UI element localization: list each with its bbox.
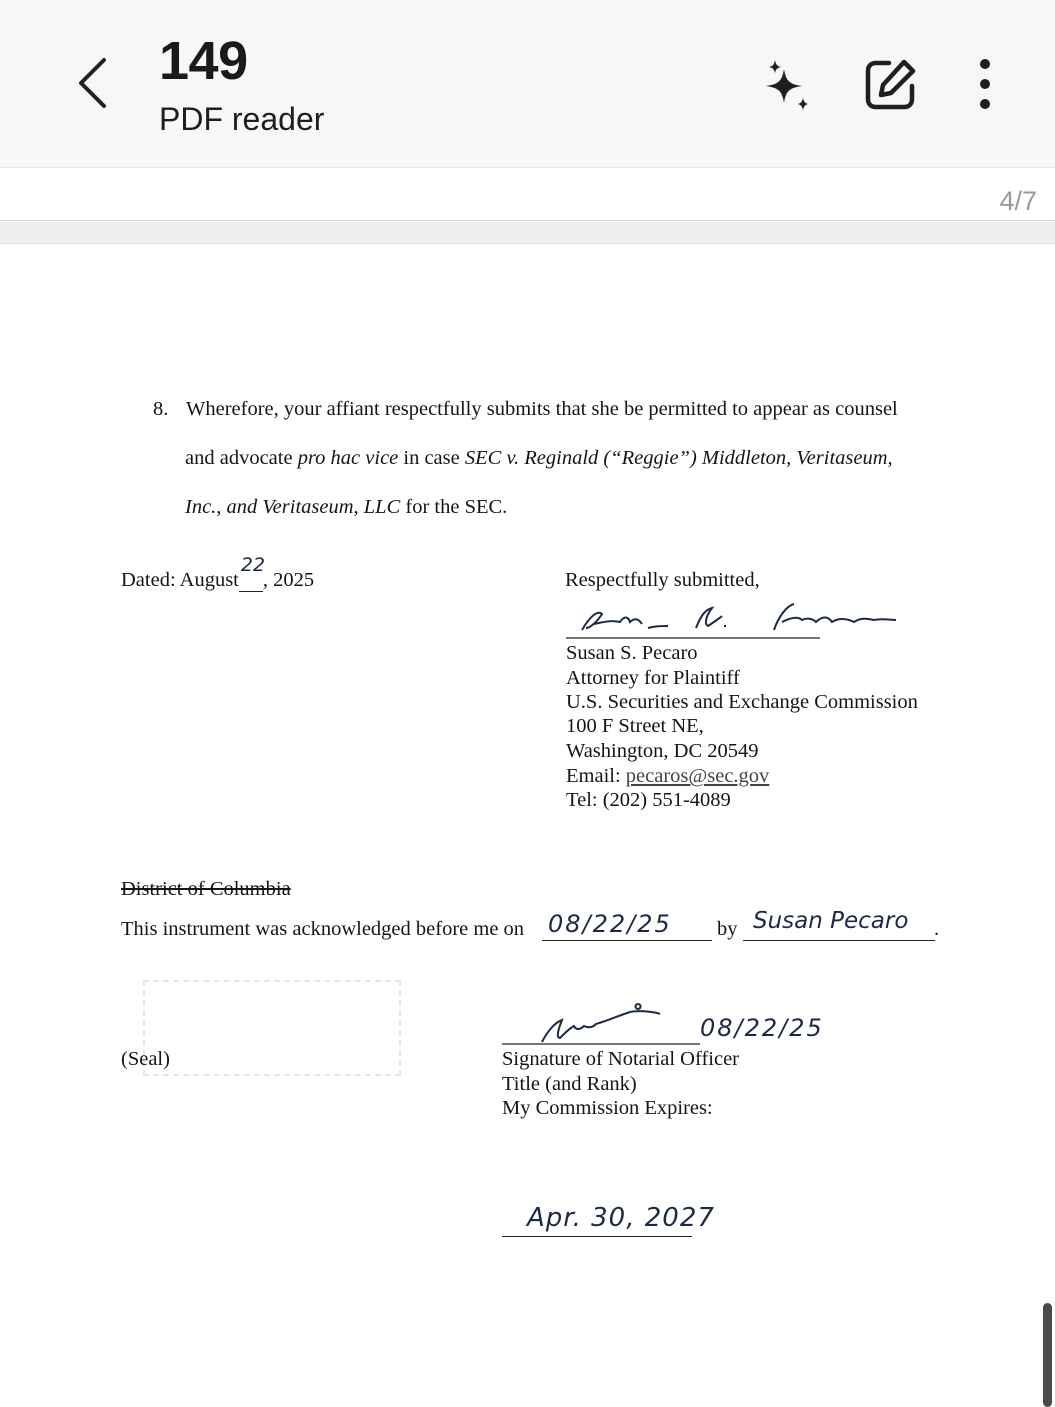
edit-button[interactable]	[860, 55, 920, 115]
handwritten-ack-name: Susan Pecaro	[753, 908, 909, 934]
case-name-cont: Inc., and Veritaseum, LLC	[185, 496, 401, 518]
handwritten-expiry-date: Apr. 30, 2027	[527, 1203, 715, 1233]
document-title: 149	[159, 31, 248, 91]
expiry-blank	[502, 1236, 692, 1237]
signer-org: U.S. Securities and Exchange Commission	[566, 691, 918, 713]
ack-period: .	[934, 918, 940, 940]
edit-icon	[860, 55, 920, 115]
signer-name: Susan S. Pecaro	[566, 642, 698, 664]
more-vertical-icon	[962, 52, 1008, 116]
text-run: in case	[398, 447, 465, 469]
ack-by: by	[717, 918, 738, 940]
paragraph-number: 8.	[153, 398, 169, 420]
app-bar	[0, 0, 1055, 168]
notary-signature-label: Signature of Notarial Officer	[502, 1048, 739, 1070]
signer-city: Washington, DC 20549	[566, 740, 759, 762]
scrollbar-thumb[interactable]	[1043, 1303, 1052, 1407]
ack-date-blank	[542, 940, 712, 941]
case-name: SEC v. Reginald (“Reggie”) Middleton, Veritaseum,	[464, 447, 893, 469]
acknowledgement-text: This instrument was acknowledged before me on	[121, 918, 525, 940]
more-options-button[interactable]	[962, 52, 1008, 116]
handwritten-ack-date: 08/22/25	[548, 910, 672, 938]
dated-line	[121, 554, 315, 592]
previous-page-edge	[0, 169, 1055, 221]
sparkle-icon	[756, 55, 816, 115]
chevron-left-icon	[66, 50, 126, 116]
email-link[interactable]: pecaros@sec.gov	[625, 765, 770, 787]
page-indicator: 4/7	[999, 186, 1037, 216]
notary-seal	[143, 980, 401, 1076]
email-label: Email:	[566, 765, 626, 787]
handwritten-day: 22	[240, 554, 266, 576]
paragraph-line-2	[185, 448, 893, 469]
ack-name-blank	[743, 940, 935, 941]
notary-title-label: Title (and Rank)	[502, 1073, 637, 1095]
ai-assist-button[interactable]	[756, 55, 816, 115]
seal-label: (Seal)	[121, 1048, 170, 1070]
text-run: for the SEC.	[400, 496, 508, 518]
italic-run: pro hac vice	[297, 447, 399, 469]
back-button[interactable]	[66, 50, 126, 116]
text-run: and advocate	[185, 447, 298, 469]
email-line	[566, 766, 769, 787]
signer-role: Attorney for Plaintiff	[566, 667, 740, 689]
tel-line: Tel: (202) 551-4089	[566, 789, 731, 811]
attorney-signature	[564, 598, 904, 642]
dated-year: , 2025	[262, 569, 315, 591]
commission-expires-label: My Commission Expires:	[502, 1097, 713, 1119]
district-heading: District of Columbia	[121, 878, 291, 900]
signer-street: 100 F Street NE,	[566, 715, 704, 737]
app-subtitle: PDF reader	[159, 101, 325, 137]
paragraph-line-1: Wherefore, your affiant respectfully submits that she be permitted to appear as counsel	[186, 398, 898, 420]
respectfully-submitted: Respectfully submitted,	[565, 569, 760, 591]
dated-day-blank	[239, 554, 266, 592]
page-separator	[0, 222, 1055, 244]
dated-prefix: Dated: August	[121, 569, 239, 591]
paragraph-line-3	[185, 497, 507, 518]
handwritten-notary-date: 08/22/25	[700, 1014, 824, 1042]
